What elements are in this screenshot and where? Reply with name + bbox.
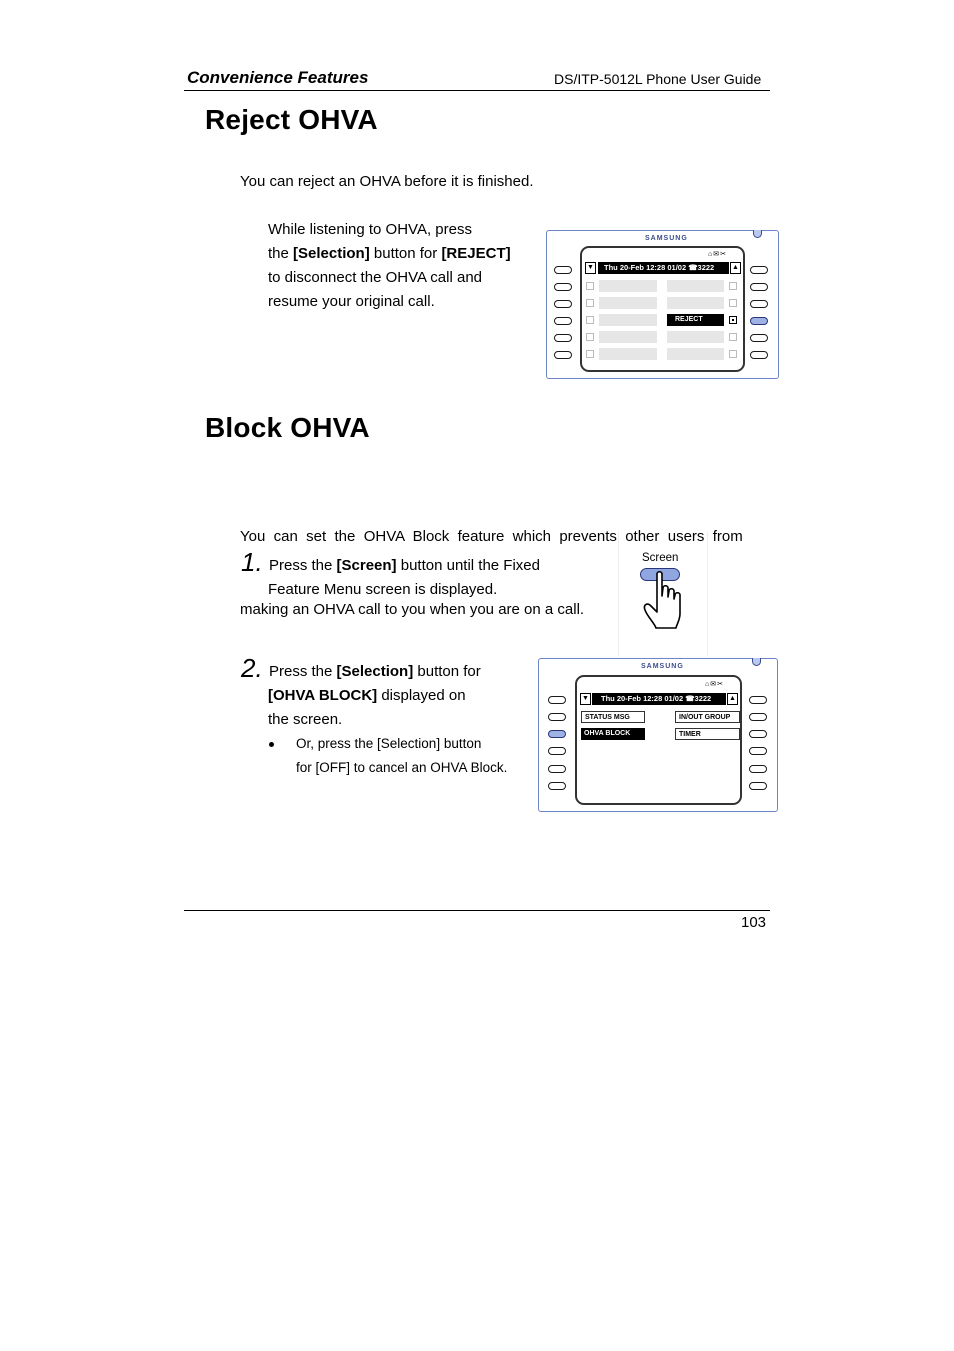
line-marker	[586, 350, 594, 358]
right-selection-button-2[interactable]	[749, 713, 767, 721]
scroll-down-icon[interactable]: ▼	[580, 693, 591, 705]
reject-step-line-1: While listening to OHVA, press	[268, 221, 472, 238]
bullet-dot	[269, 742, 274, 747]
step-2-line-2	[268, 684, 466, 708]
screen-button-illustration	[618, 532, 708, 656]
step-2-line-3: the screen.	[268, 711, 343, 728]
empty-slot	[599, 314, 657, 326]
left-selection-button-6[interactable]	[554, 351, 572, 359]
bullet-line-1: Or, press the [Selection] button	[296, 736, 482, 751]
step-2-post: button for	[413, 663, 481, 680]
left-selection-button-1[interactable]	[554, 266, 572, 274]
step-1-pre: Press the	[269, 557, 337, 574]
scroll-up-icon[interactable]: ▲	[730, 262, 741, 274]
screen-button-label: Screen	[642, 552, 679, 564]
reject-step-line-2-mid: button for	[369, 245, 442, 262]
left-selection-button-1[interactable]	[548, 696, 566, 704]
step-2-text	[269, 660, 481, 684]
right-selection-button-3[interactable]	[749, 730, 767, 738]
reject-step-line-2-pre: the	[268, 245, 294, 262]
reject-key-ref: [REJECT]	[441, 245, 511, 262]
right-selection-button-6[interactable]	[750, 351, 768, 359]
reject-step-line-2	[268, 242, 511, 266]
left-selection-button-5[interactable]	[554, 334, 572, 342]
status-bar: Thu 20-Feb 12:28 01/02 ☎3222	[598, 262, 729, 274]
empty-slot	[599, 297, 657, 309]
left-selection-button-4[interactable]	[554, 317, 572, 325]
left-selection-button-2[interactable]	[554, 283, 572, 291]
reject-step-text	[268, 218, 511, 314]
message-led-icon	[752, 658, 761, 666]
scroll-down-icon[interactable]: ▼	[585, 262, 596, 274]
ohva-block-soft-key[interactable]: OHVA BLOCK	[581, 728, 645, 740]
status-icons: ⌂✉✂	[708, 251, 727, 258]
line-marker	[729, 282, 737, 290]
line-marker	[586, 282, 594, 290]
scroll-up-icon[interactable]: ▲	[727, 693, 738, 705]
status-icons: ⌂✉✂	[705, 681, 724, 688]
in-out-group-soft-key[interactable]: IN/OUT GROUP	[675, 711, 740, 723]
right-selection-button-6[interactable]	[749, 782, 767, 790]
samsung-logo: SAMSUNG	[645, 235, 688, 242]
right-selection-button-5[interactable]	[749, 765, 767, 773]
left-selection-button-5[interactable]	[548, 765, 566, 773]
empty-slot	[599, 331, 657, 343]
step-2-pre: Press the	[269, 663, 337, 680]
left-selection-button-6[interactable]	[548, 782, 566, 790]
block-intro-line-1: You can set the OHVA Block feature which prevents other users from	[240, 528, 743, 545]
step-1-line-2: Feature Menu screen is displayed.	[268, 581, 498, 598]
selection-key-ref: [Selection]	[293, 245, 370, 262]
block-ohva-heading: Block OHVA	[205, 412, 370, 443]
message-led-icon	[753, 230, 762, 238]
left-selection-button-4[interactable]	[548, 747, 566, 755]
phone-display-block	[538, 658, 778, 812]
samsung-logo: SAMSUNG	[641, 663, 684, 670]
footer-rule	[184, 910, 770, 911]
pointing-hand-icon	[643, 570, 689, 630]
right-selection-button-4[interactable]	[749, 747, 767, 755]
empty-slot	[599, 280, 657, 292]
header-rule	[184, 90, 770, 91]
line-marker	[586, 299, 594, 307]
guide-title: DS/ITP-5012L Phone User Guide	[554, 71, 762, 87]
selection-key-ref-2: [Selection]	[336, 663, 414, 680]
block-intro-line-2: making an OHVA call to you when you are on a call.	[240, 601, 585, 618]
line-marker	[729, 350, 737, 358]
empty-slot	[667, 348, 724, 360]
step-1-text	[269, 554, 540, 578]
reject-step-line-4: resume your original call.	[268, 293, 435, 310]
right-selection-button-5[interactable]	[750, 334, 768, 342]
empty-slot	[667, 280, 724, 292]
right-selection-button-3[interactable]	[750, 300, 768, 308]
ohva-block-key-ref: [OHVA BLOCK]	[268, 687, 378, 704]
reject-marker	[729, 316, 737, 324]
line-marker	[729, 299, 737, 307]
step-1-number: 1.	[241, 547, 263, 577]
phone-display-reject	[546, 230, 779, 379]
empty-slot	[667, 297, 724, 309]
empty-slot	[599, 348, 657, 360]
lcd-screen	[580, 246, 745, 372]
step-1-post: button until the Fixed	[396, 557, 540, 574]
ohva-block-selection-button[interactable]	[548, 730, 566, 738]
step-2-line-2-post: displayed on	[377, 687, 466, 704]
step-2-number: 2.	[241, 653, 263, 683]
reject-intro: You can reject an OHVA before it is finished.	[240, 173, 534, 190]
line-marker	[586, 333, 594, 341]
reject-soft-key[interactable]: REJECT	[667, 314, 724, 326]
screen-key-ref: [Screen]	[336, 557, 397, 574]
section-header: Convenience Features	[187, 68, 369, 87]
line-marker	[729, 333, 737, 341]
right-selection-button-1[interactable]	[750, 266, 768, 274]
reject-step-line-3: to disconnect the OHVA call and	[268, 269, 483, 286]
status-msg-soft-key[interactable]: STATUS MSG	[581, 711, 645, 723]
right-selection-button-1[interactable]	[749, 696, 767, 704]
right-selection-button-2[interactable]	[750, 283, 768, 291]
lcd-screen	[575, 675, 742, 805]
bullet-line-2: for [OFF] to cancel an OHVA Block.	[296, 760, 508, 775]
left-selection-button-2[interactable]	[548, 713, 566, 721]
reject-selection-button[interactable]	[750, 317, 768, 325]
line-marker	[586, 316, 594, 324]
left-selection-button-3[interactable]	[554, 300, 572, 308]
empty-slot	[667, 331, 724, 343]
timer-soft-key[interactable]: TIMER	[675, 728, 740, 740]
page-number: 103	[741, 914, 767, 931]
reject-ohva-heading: Reject OHVA	[205, 104, 378, 135]
bullet-text	[296, 732, 507, 780]
status-bar: Thu 20-Feb 12:28 01/02 ☎3222	[592, 693, 726, 705]
